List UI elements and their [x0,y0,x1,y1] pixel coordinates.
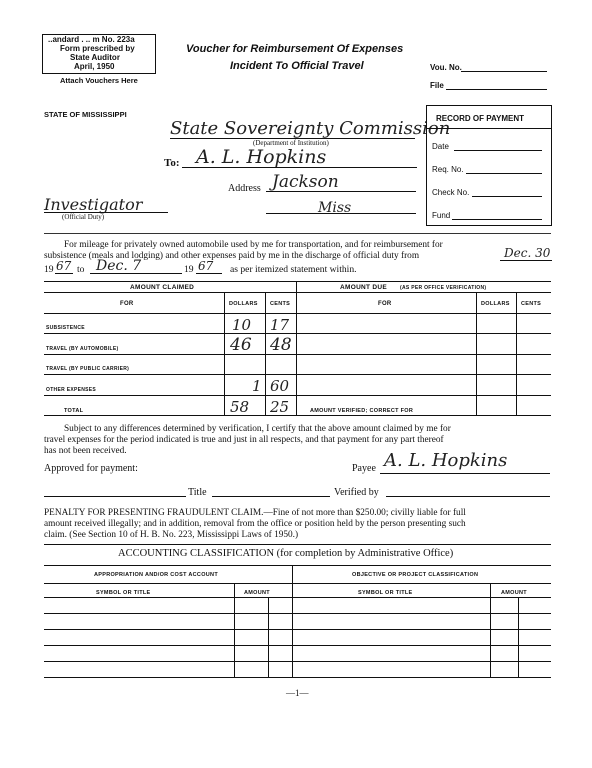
row-divider-3 [44,374,551,375]
file-label: File [430,81,444,90]
appropriation-header: APPROPRIATION AND/OR COST ACCOUNT [94,572,218,578]
from-date-value: Dec. 30 [504,246,551,260]
record-check-label: Check No. [432,188,470,197]
file-field[interactable] [446,89,547,90]
approved-label: Approved for payment: [44,463,138,474]
record-date-label: Date [432,142,449,151]
section-divider [44,233,551,234]
total-dollars: 58 [230,398,250,416]
table-bottom-border [44,415,551,416]
row-label-travel-carrier: TRAVEL (BY PUBLIC CARRIER) [46,366,130,372]
department-caption: (Department of Institution) [253,139,329,147]
voucher-number-field[interactable] [461,71,547,72]
official-duty-caption: (Official Duty) [62,213,105,221]
certify-text-line2: travel expenses for the period indicated is true and just in all respects, and that payment for any part thereof [44,435,444,445]
amount-due-header: AMOUNT DUE [340,284,388,291]
certify-text-line1: Subject to any differences determined by verification, I certify that the above amount claimed by me for [64,424,451,434]
row-label-travel-auto: TRAVEL (BY AUTOMOBILE) [46,346,119,352]
claimed-col-cents: CENTS [270,301,291,307]
certify-text-line3: has not been received. [44,446,127,456]
title-field[interactable] [212,496,330,497]
accounting-row-5[interactable] [44,661,551,662]
form-title-line2: Incident To Official Travel [230,60,364,72]
verified-by-field[interactable] [386,496,550,497]
year1-value: 67 [56,259,72,273]
record-fund-label: Fund [432,211,451,220]
department-handwritten: State Sovereignty Commission [170,118,451,139]
address-city: Jackson [272,172,339,192]
approved-by-field[interactable] [44,496,186,497]
left-cents-col [268,597,269,677]
to-date-value: Dec. 7 [96,258,142,274]
record-of-payment-title: RECORD OF PAYMENT [436,114,525,123]
payee-signature-field[interactable] [380,473,550,474]
record-check-field[interactable] [472,196,542,197]
voucher-number-label: Vou. No. [430,63,462,72]
claimed-col-for: FOR [120,301,134,307]
row-divider-1 [44,333,551,334]
accounting-title: ACCOUNTING CLASSIFICATION (for completion by Administrative Office) [118,548,454,559]
mileage-text-line1: For mileage for privately owned automobile used by me for transportation, and for reimbursement for [64,240,443,250]
record-date-field[interactable] [454,150,542,151]
row-divider-2 [44,354,551,355]
claimed-col-dollars: DOLLARS [229,301,258,307]
record-req-label: Req. No. [432,165,464,174]
accounting-row-2[interactable] [44,613,551,614]
total-cents: 25 [270,398,290,416]
year2-field[interactable] [196,273,222,274]
mileage-text-tail: as per itemized statement within. [230,264,357,275]
to-field[interactable] [182,167,417,168]
record-divider [426,128,551,129]
form-prescribed: Form prescribed by [60,44,135,53]
form-auditor: State Auditor [70,53,120,62]
accounting-title-divider [44,565,551,566]
payee-label: Payee [352,463,376,474]
form-number: ..andard . .. m No. 223a [48,35,135,44]
left-symbol-header: SYMBOL OR TITLE [96,590,151,596]
to-word: to [77,264,85,275]
title-label: Title [188,487,207,498]
year1-field[interactable] [55,273,73,274]
from-date-field[interactable] [500,260,552,261]
table-col-header-divider [44,313,551,314]
due-col-cents: CENTS [521,301,542,307]
accounting-bottom-border [44,677,551,678]
subsistence-cents: 17 [270,316,290,334]
accounting-row-3[interactable] [44,629,551,630]
table-header-divider [44,292,551,293]
subsistence-dollars: 10 [232,316,252,334]
right-symbol-header: SYMBOL OR TITLE [358,590,413,596]
attach-vouchers-note: Attach Vouchers Here [60,76,138,85]
amount-due-header-note: (AS PER OFFICE VERIFICATION) [400,285,487,291]
to-date-field[interactable] [90,273,182,274]
to-label: To: [164,157,180,169]
penalty-text-line2: amount received illegally; and in addition, removal from the office or position held by the person presenting such [44,519,466,529]
record-fund-field[interactable] [452,219,542,220]
address-field[interactable] [266,191,416,192]
penalty-text-line1: PENALTY FOR PRESENTING FRAUDULENT CLAIM.—Fine of not more than $250.00; civilly liable for full [44,508,466,518]
form-title-line1: Voucher for Reimbursement Of Expenses [186,43,404,55]
accounting-row-1[interactable] [44,597,551,598]
right-cents-col [518,597,519,677]
to-value: A. L. Hopkins [196,146,327,168]
amount-verified-note: AMOUNT VERIFIED; CORRECT FOR [310,408,414,414]
address-state: Miss [318,200,352,216]
table-top-border [44,281,551,282]
form-date: April, 1950 [74,62,115,71]
penalty-text-line3: claim. (See Section 10 of H. B. No. 223, Mississippi Laws of 1950.) [44,530,299,540]
record-req-field[interactable] [466,173,542,174]
accounting-top-border [44,544,551,545]
address-label: Address [228,183,261,194]
row-label-subsistence: SUBSISTENCE [46,325,85,331]
row-label-total: TOTAL [64,408,84,414]
year2-prefix: 19 [184,264,194,275]
state-label: STATE OF MISSISSIPPI [44,110,127,119]
travel-auto-dollars: 46 [230,335,252,355]
due-col-dollars: DOLLARS [481,301,510,307]
right-amount-header: AMOUNT [501,590,527,596]
mileage-text-line2: subsistence (meals and lodging) and other expenses paid by me in the discharge of official duty from [44,251,420,261]
due-col-for: FOR [378,301,392,307]
left-amount-header: AMOUNT [244,590,270,596]
page-number: —1— [286,688,309,698]
address-field-line2[interactable] [266,213,416,214]
year2-value: 67 [198,259,214,273]
objective-header: OBJECTIVE OR PROJECT CLASSIFICATION [352,572,479,578]
payee-signature: A. L. Hopkins [384,450,508,471]
other-expenses-cents: 60 [270,377,290,395]
year1-prefix: 19 [44,264,54,275]
travel-auto-cents: 48 [270,335,292,355]
verified-by-label: Verified by [334,487,379,498]
accounting-row-4[interactable] [44,645,551,646]
amount-claimed-header: AMOUNT CLAIMED [130,284,195,291]
official-duty-handwritten: Investigator [44,195,143,214]
row-label-other-expenses: OTHER EXPENSES [46,387,97,393]
row-divider-4 [44,395,551,396]
accounting-subheader-divider [44,583,551,584]
other-expenses-dollars: 1 [252,377,262,395]
